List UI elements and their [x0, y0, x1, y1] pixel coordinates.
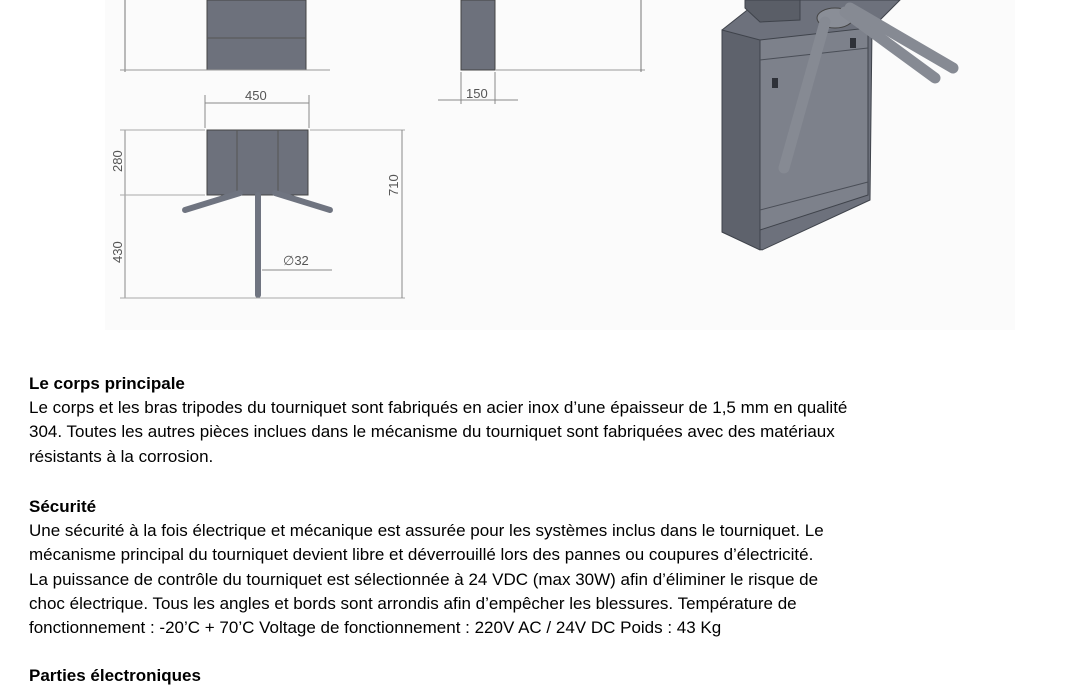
- section-title-security: Sécurité: [29, 497, 97, 516]
- paragraph-line: résistants à la corrosion.: [29, 446, 214, 466]
- paragraph-line: Le corps et les bras tripodes du tourniquet sont fabriqués en acier inox d’une épaisseur de 1,5 mm en qualité: [29, 398, 848, 417]
- paragraph-line: choc électrique. Tous les angles et bords sont arrondis afin d’empêcher les blessures. Température de: [29, 593, 797, 613]
- dimension-430: 430: [110, 241, 125, 263]
- paragraph-line: mécanisme principal du tourniquet devient libre et déverrouillé lors des pannes ou coupures d’électricité.: [29, 545, 814, 565]
- section-title-main-body: Le corps principale: [29, 374, 185, 393]
- dimension-280: 280: [110, 150, 125, 172]
- turnstile-technical-drawing: [0, 0, 1080, 340]
- dimension-diameter-32: ∅32: [283, 253, 309, 268]
- dimension-150: 150: [466, 86, 488, 101]
- paragraph-line: 304. Toutes les autres pièces inclues dans le mécanisme du tourniquet sont fabriquées avec des matériaux: [29, 422, 835, 442]
- paragraph-line: Une sécurité à la fois électrique et mécanique est assurée pour les systèmes inclus dans le tourniquet. Le: [29, 521, 824, 540]
- section-title-electronics: Parties électroniques: [29, 666, 201, 685]
- section-electronics: [29, 664, 1059, 688]
- section-security: [29, 495, 1059, 640]
- section-main-body: [29, 372, 1059, 469]
- paragraph-line: La puissance de contrôle du tourniquet est sélectionnée à 24 VDC (max 30W) afin d’éliminer le risque de: [29, 569, 819, 589]
- dimension-450: 450: [245, 88, 267, 103]
- dimension-710: 710: [386, 174, 401, 196]
- paragraph-line: fonctionnement : -20’C + 70’C Voltage de fonctionnement : 220V AC / 24V DC Poids : 43 Kg: [29, 618, 722, 638]
